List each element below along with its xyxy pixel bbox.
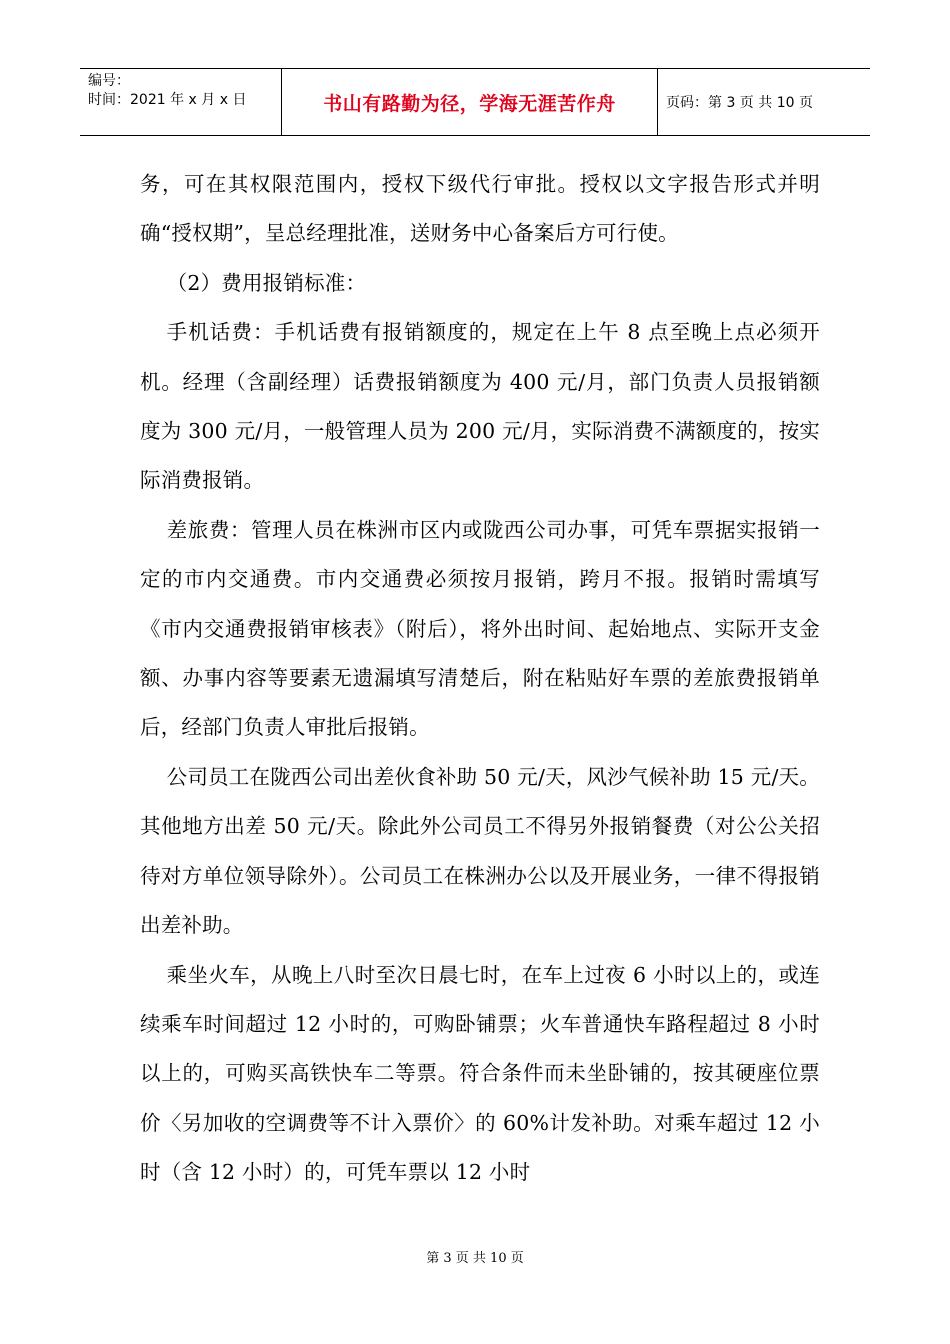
page-header (80, 68, 870, 136)
document-number-label: 编号： (88, 73, 130, 89)
paragraph-travel-fees: 差旅费：管理人员在株洲市区内或陇西公司办事，可凭车票据实报销一定的市内交通费。市内交通费必须按月报销，跨月不报。报销时需填写《市内交通费报销审核表》（附后），将外出时间、起始地点、实际开支金额、办事内容等要素无遗漏填写清楚后，附在粘贴好车票的差旅费报销单后，经部门负责人审批后报销。 (140, 517, 820, 740)
header-page-info: 页码：第 3 页 共 10 页 (666, 95, 813, 111)
paragraph-phone-fees: 手机话费：手机话费有报销额度的，规定在上午 8 点至晚上点必须开机。经理（含副经理）话费报销额度为 400 元/月，部门负责人员报销额度为 300 元/月，一般管理人员为 200 元/月，实际消费不满额度的，按实际消费报销。 (140, 320, 820, 493)
document-body (140, 160, 820, 1198)
header-meta (80, 69, 282, 135)
document-date-label: 时间：2021 年 x 月 x 日 (88, 92, 247, 108)
paragraph-meal-allowance: 公司员工在陇西公司出差伙食补助 50 元/天，风沙气候补助 15 元/天。其他地方出差 50 元/天。除此外公司员工不得另外报销餐费（对公公关招待对方单位领导除外）。公司员工在株洲办公以及开展业务，一律不得报销出差补助。 (140, 764, 820, 938)
paragraph-section-heading: （2）费用报销标准： (166, 270, 367, 295)
paragraph-authorization: 务，可在其权限范围内，授权下级代行审批。授权以文字报告形式并明确“授权期”，呈总经理批准，送财务中心备案后方可行使。 (140, 172, 820, 246)
header-motto: 书山有路勤为径，学海无涯苦作舟 (282, 69, 658, 135)
page-footer: 第 3 页 共 10 页 (426, 1251, 524, 1266)
paragraph-train-travel: 乘坐火车，从晚上八时至次日晨七时，在车上过夜 6 小时以上的，或连续乘车时间超过 12 小时的，可购卧铺票；火车普通快车路程超过 8 小时以上的，可购买高铁快车二等票。符合条件而未坐卧铺的，按其硬座位票价〈另加收的空调费等不计入票价〉的 60%计发补助。对乘车超过 12 小时（含 12 小时）的，可凭车票以 12 小时 (140, 962, 820, 1185)
